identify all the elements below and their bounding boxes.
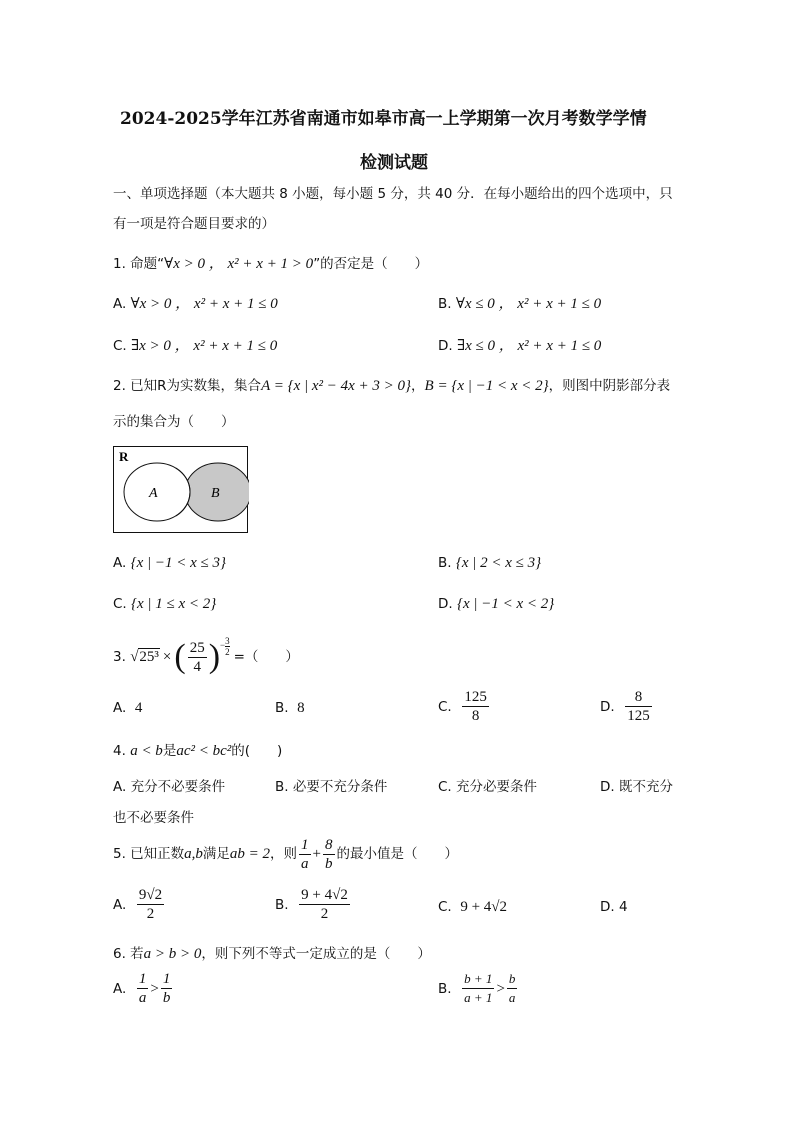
q2-option-b[interactable]: B. {x | 2 < x ≤ 3} [438,555,542,571]
q3-exponent: − $\frac{3}{2}$ [220,635,230,657]
venn-diagram [113,446,249,534]
question-3-stem: 3. √25³ × ( $\frac{25}{4}$ ) − $\frac{3}{2}$ =（ ） [113,635,299,675]
q3-option-c[interactable]: C. $\frac{125}{8}$ [438,689,487,724]
section-heading: 一、单项选择题（本大题共 8 小题，每小题 5 分，共 40 分．在每小题给出的四个选项中，只 [113,186,673,202]
q2-option-d[interactable]: D. {x | −1 < x < 2} [438,596,555,612]
q6-option-b[interactable]: B. $\frac{b + 1}{a + 1}$ > $\frac{b}{a}$ [438,971,516,1005]
q5-option-a[interactable]: A. $\frac{9√2}{2}$ [113,887,163,922]
q2-option-c[interactable]: C. {x | 1 ≤ x < 2} [113,596,217,612]
q4-option-d-cont: 也不必要条件 [113,810,194,826]
question-5-stem: 5. 已知正数 a,b 满足 ab = 2 ，则 $\frac{1}{a}$ + $\frac{8}{b}$ 的最小值是（ ） [113,836,459,872]
q1-option-d[interactable]: D. ∃x ≤ 0 ， x² + x + 1 ≤ 0 [438,338,602,354]
q3-sqrt: √25³ [130,649,159,665]
q4-option-a[interactable]: A. 充分不必要条件 [113,779,226,795]
q2-set-b: B = {x | −1 < x < 2} [424,378,549,394]
q1-stem-math: ∀x > 0 ， x² + x + 1 > 0 [164,256,314,272]
question-6-stem: 6. 若a > b > 0，则下列不等式一定成立的是（ ） [113,946,431,962]
page-title-line1: 2024-2025学年江苏省南通市如皋市高一上学期第一次月考数学学情 [120,109,647,129]
q5-option-c[interactable]: C. 9 + 4√2 [438,899,508,915]
question-2-stem-cont: 示的集合为（ ） [113,414,235,430]
question-4-stem: 4. a < b是ac² < bc²的( ) [113,743,283,759]
section-heading-cont: 有一项是符合题目要求的） [113,216,275,232]
q5-option-d[interactable]: D. 4 [600,899,628,915]
q4-option-c[interactable]: C. 充分必要条件 [438,779,538,795]
venn-label-r: R [119,449,129,464]
page-title-line2: 检测试题 [360,153,428,173]
q1-option-a[interactable]: A. ∀x > 0 ， x² + x + 1 ≤ 0 [113,296,278,312]
question-1-stem: 1. 命题“∀x > 0 ， x² + x + 1 > 0”的否定是（ ） [113,256,429,272]
question-2-stem: 2. 已知R为实数集，集合A = {x | x² − 4x + 3 > 0}，B = {x | −1 < x < 2}，则图中阴影部分表 [113,378,671,394]
q1-option-b[interactable]: B. ∀x ≤ 0 ， x² + x + 1 ≤ 0 [438,296,602,312]
q2-option-a[interactable]: A. {x | −1 < x ≤ 3} [113,555,227,571]
q5-option-b[interactable]: B. $\frac{9 + 4√2}{2}$ [275,887,348,922]
q2-set-a: A = {x | x² − 4x + 3 > 0} [261,378,412,394]
q1-option-c[interactable]: C. ∃x > 0 ， x² + x + 1 ≤ 0 [113,338,278,354]
q3-option-b[interactable]: B. 8 [275,700,305,716]
venn-label-b: B [211,486,220,501]
q4-option-b[interactable]: B. 必要不充分条件 [275,779,388,795]
q3-option-a[interactable]: A. 4 [113,700,143,716]
q3-fraction: $\frac{25}{4}$ [189,639,205,675]
q6-option-a[interactable]: A. $\frac{1}{a}$ > $\frac{1}{b}$ [113,971,171,1006]
q3-option-d[interactable]: D. $\frac{8}{125}$ [600,689,650,724]
venn-label-a: A [149,486,158,501]
q4-option-d[interactable]: D. 既不充分 [600,779,673,795]
